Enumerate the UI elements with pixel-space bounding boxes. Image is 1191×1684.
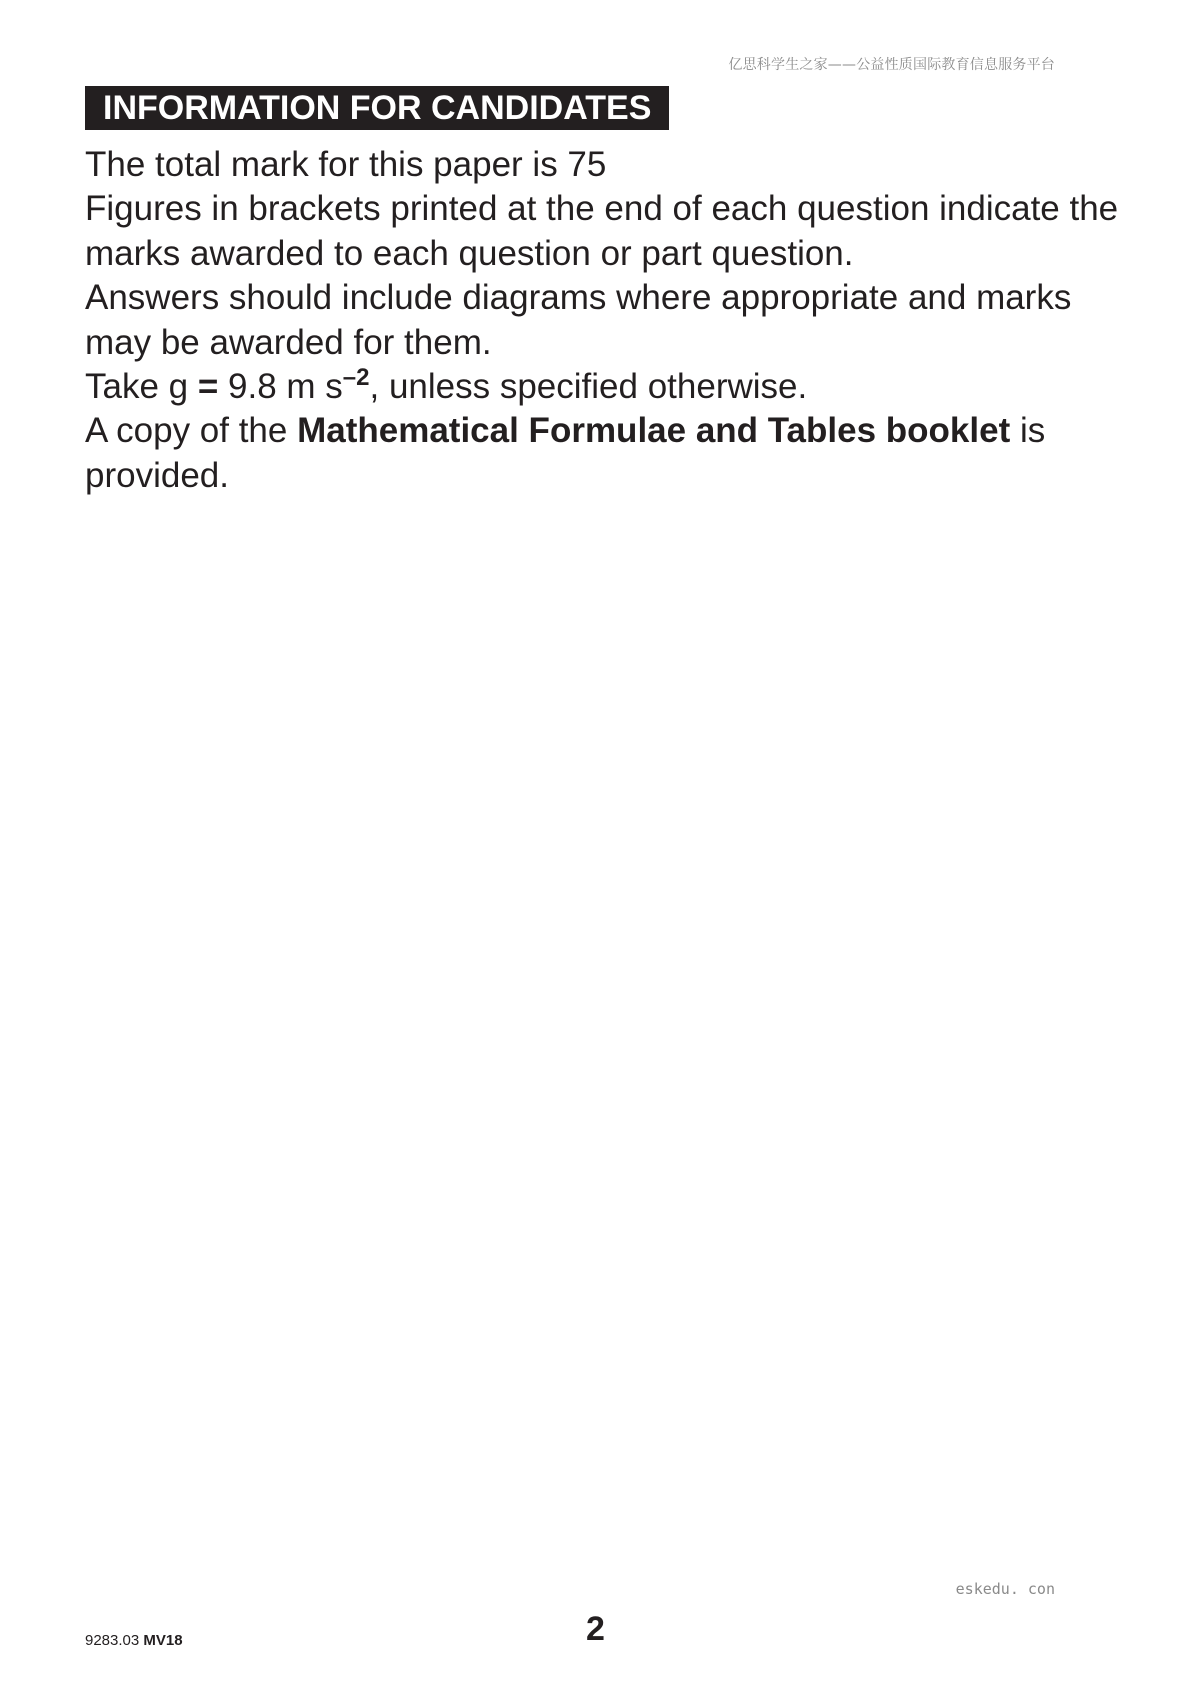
booklet-line [85, 409, 1125, 498]
booklet-prefix: A copy of the [85, 411, 298, 451]
paper-code-number: 9283.03 [85, 1632, 144, 1649]
figures-note-line: Figures in brackets printed at the end of each question indicate the marks awarded to each question or part question. [85, 189, 1119, 273]
gravity-exponent: –2 [342, 364, 370, 392]
info-heading: INFORMATION FOR CANDIDATES [85, 86, 669, 130]
watermark-bottom: eskedu. con [955, 1580, 1055, 1598]
total-mark-line: The total mark for this paper is 75 [85, 145, 607, 184]
booklet-suffix: is provided. [85, 411, 1046, 495]
paper-code [85, 1632, 183, 1649]
paper-series: MV18 [143, 1632, 183, 1649]
page-number: 2 [586, 1610, 605, 1648]
booklet-title: Mathematical Formulae and Tables booklet [297, 411, 1011, 451]
gravity-prefix: Take g [85, 367, 198, 407]
gravity-suffix: , unless specified otherwise. [369, 367, 808, 407]
gravity-line [85, 365, 1125, 409]
equals-sign: = [197, 367, 219, 407]
watermark-top: 亿思科学生之家——公益性质国际教育信息服务平台 [728, 57, 1055, 73]
diagrams-note-line: Answers should include diagrams where appropriate and marks may be awarded for them. [85, 278, 1072, 362]
candidate-information [85, 143, 1125, 498]
gravity-value: 9.8 m s [218, 367, 343, 407]
